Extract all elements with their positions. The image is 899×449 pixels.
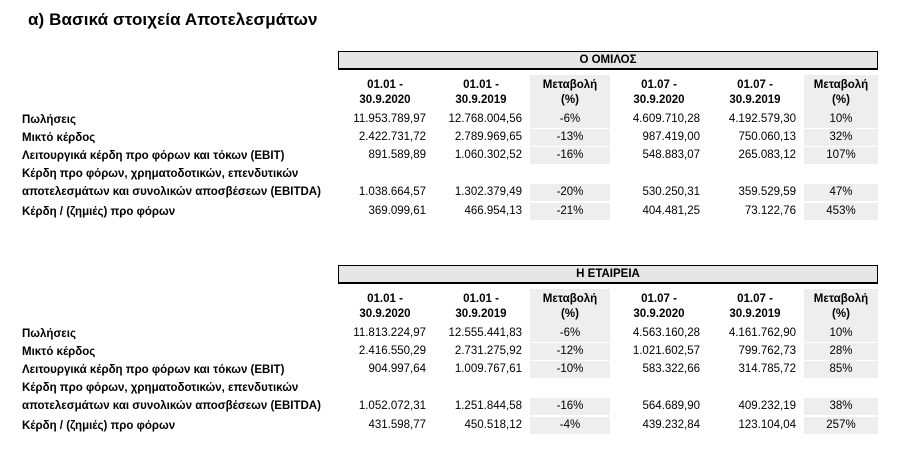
table-cell: -4% xyxy=(530,417,610,434)
table-row xyxy=(22,129,878,146)
column-header xyxy=(612,289,706,325)
table-cell: 123.104,04 xyxy=(738,419,796,431)
column-header-line: 30.9.2020 xyxy=(633,94,685,106)
row-label-line: Πωλήσεις xyxy=(22,114,76,126)
column-header xyxy=(530,289,610,325)
table-cell: 257% xyxy=(804,417,878,434)
table-row xyxy=(22,325,878,342)
table-cell: 453% xyxy=(804,203,878,220)
table-row xyxy=(22,361,878,378)
row-label-line: Κέρδη προ φόρων, χρηματοδοτικών, επενδυτικών xyxy=(22,168,299,180)
column-header-line: 30.9.2020 xyxy=(359,94,411,106)
table-cell: 10% xyxy=(804,325,878,342)
table-row xyxy=(22,379,878,415)
column-header-line: 01.01 - xyxy=(463,293,499,305)
table-cell: 2.422.731,72 xyxy=(358,131,426,143)
table-cell: 4.563.160,28 xyxy=(632,327,700,339)
table-row xyxy=(22,343,878,360)
column-header xyxy=(338,75,432,111)
column-header-line: 01.07 - xyxy=(641,79,677,91)
title-underline xyxy=(338,68,878,70)
row-label-line: Πωλήσεις xyxy=(22,328,76,340)
column-header-line: Μεταβολή xyxy=(542,293,598,305)
table-cell: 1.060.302,52 xyxy=(454,149,522,161)
table-cell: 314.785,72 xyxy=(738,363,796,375)
table-row xyxy=(22,165,878,201)
column-header-line: 30.9.2019 xyxy=(729,94,781,106)
table-cell: 2.731.275,92 xyxy=(454,345,522,357)
row-label-line: Λειτουργικά κέρδη προ φόρων και τόκων (EBIT) xyxy=(22,364,285,376)
row-label xyxy=(22,325,332,343)
table-cell: 12.555.441,83 xyxy=(448,327,522,339)
table-cell: -16% xyxy=(530,147,610,164)
row-label-line: Μικτό κέρδος xyxy=(22,346,96,358)
table-cell: 431.598,77 xyxy=(368,419,426,431)
table-cell: 107% xyxy=(804,147,878,164)
column-header-line: 01.01 - xyxy=(463,79,499,91)
table-row xyxy=(22,147,878,164)
column-header-line: 30.9.2019 xyxy=(455,308,507,320)
table-cell: 1.052.072,31 xyxy=(358,400,426,412)
table-cell: 450.518,12 xyxy=(464,419,522,431)
row-label xyxy=(22,343,332,361)
row-label xyxy=(22,111,332,129)
column-header-line: 01.01 - xyxy=(367,293,403,305)
table-row xyxy=(22,111,878,128)
row-label-line: αποτελεσμάτων και συνολικών αποσβέσεων (EBITDA) xyxy=(22,400,321,412)
table-cell: -13% xyxy=(530,129,610,146)
column-header-line: 01.07 - xyxy=(737,293,773,305)
row-label xyxy=(22,417,332,435)
row-label-line: Λειτουργικά κέρδη προ φόρων και τόκων (EBIT) xyxy=(22,150,285,162)
row-label-line: Κέρδη / (ζημιές) προ φόρων xyxy=(22,206,176,218)
table-row xyxy=(22,417,878,434)
table-cell: 265.083,12 xyxy=(738,149,796,161)
table-cell: -6% xyxy=(530,325,610,342)
table-cell: -12% xyxy=(530,343,610,360)
column-header xyxy=(612,75,706,111)
table-cell: 904.997,64 xyxy=(368,363,426,375)
table-cell: -16% xyxy=(530,398,610,415)
column-header xyxy=(708,289,802,325)
company-results-table xyxy=(22,265,878,437)
column-header-line: 30.9.2019 xyxy=(455,94,507,106)
column-header xyxy=(338,289,432,325)
table-cell: 564.689,90 xyxy=(642,400,700,412)
table-cell: 891.589,89 xyxy=(368,149,426,161)
table-cell: 2.789.969,65 xyxy=(454,131,522,143)
table-cell: 32% xyxy=(804,129,878,146)
section-heading: α) Βασικά στοιχεία Αποτελεσμάτων xyxy=(28,10,318,29)
table-cell: -21% xyxy=(530,203,610,220)
table-cell: 4.161.762,90 xyxy=(728,327,796,339)
table-cell: 1.251.844,58 xyxy=(454,400,522,412)
table-cell: -10% xyxy=(530,361,610,378)
table-cell: 530.250,31 xyxy=(642,186,700,198)
table-cell: 47% xyxy=(804,184,878,201)
row-label-line: Κέρδη προ φόρων, χρηματοδοτικών, επενδυτικών xyxy=(22,382,299,394)
table-cell: 1.021.602,57 xyxy=(632,345,700,357)
table-title: Ο ΟΜΙΛΟΣ xyxy=(338,51,878,68)
column-header xyxy=(434,75,528,111)
table-cell: 28% xyxy=(804,343,878,360)
table-grid xyxy=(22,51,878,223)
table-cell: 85% xyxy=(804,361,878,378)
column-header-line: Μεταβολή xyxy=(813,79,869,91)
table-cell: 10% xyxy=(804,111,878,128)
table-cell: 4.192.579,30 xyxy=(728,113,796,125)
column-header-line: 01.07 - xyxy=(737,79,773,91)
table-row xyxy=(22,203,878,220)
table-cell: 38% xyxy=(804,398,878,415)
row-label xyxy=(22,203,332,221)
table-cell: 11.813.224,97 xyxy=(353,327,426,339)
table-cell: 466.954,13 xyxy=(464,205,522,217)
table-cell: 548.883,07 xyxy=(642,149,700,161)
table-grid xyxy=(22,265,878,437)
column-header xyxy=(804,289,878,325)
table-cell: 2.416.550,29 xyxy=(358,345,426,357)
column-header-line: Μεταβολή xyxy=(542,79,598,91)
table-cell: 359.529,59 xyxy=(738,186,796,198)
column-header xyxy=(804,75,878,111)
table-cell: 799.762,73 xyxy=(738,345,796,357)
row-label-line: αποτελεσμάτων και συνολικών αποσβέσεων (EBITDA) xyxy=(22,186,321,198)
column-header xyxy=(434,289,528,325)
table-cell: 11.953.789,97 xyxy=(353,113,426,125)
table-cell: 4.609.710,28 xyxy=(632,113,700,125)
table-cell: 583.322,66 xyxy=(642,363,700,375)
table-cell: 12.768.004,56 xyxy=(448,113,522,125)
column-header-line: 01.01 - xyxy=(367,79,403,91)
table-cell: 1.009.767,61 xyxy=(454,363,522,375)
table-cell: 404.481,25 xyxy=(642,205,700,217)
column-header-line: (%) xyxy=(561,94,579,106)
column-header-line: (%) xyxy=(832,308,850,320)
column-header-line: (%) xyxy=(832,94,850,106)
row-label-line: Μικτό κέρδος xyxy=(22,132,96,144)
table-cell: 750.060,13 xyxy=(738,131,796,143)
column-header-line: (%) xyxy=(561,308,579,320)
column-header-line: 30.9.2020 xyxy=(359,308,411,320)
table-cell: 439.232,84 xyxy=(642,419,700,431)
table-cell: -6% xyxy=(530,111,610,128)
column-header-line: Μεταβολή xyxy=(813,293,869,305)
row-label xyxy=(22,129,332,147)
row-label xyxy=(22,147,332,165)
table-title: Η ΕΤΑΙΡΕΙΑ xyxy=(338,265,878,282)
row-label xyxy=(22,379,332,415)
table-cell: 73.122,76 xyxy=(744,205,796,217)
table-cell: -20% xyxy=(530,184,610,201)
row-label xyxy=(22,165,332,201)
column-header xyxy=(530,75,610,111)
title-underline xyxy=(338,282,878,284)
column-header-line: 01.07 - xyxy=(641,293,677,305)
row-label-line: Κέρδη / (ζημιές) προ φόρων xyxy=(22,420,176,432)
table-cell: 1.302.379,49 xyxy=(454,186,522,198)
row-label xyxy=(22,361,332,379)
column-header-line: 30.9.2020 xyxy=(633,308,685,320)
table-cell: 369.099,61 xyxy=(368,205,426,217)
column-header xyxy=(708,75,802,111)
table-cell: 1.038.664,57 xyxy=(358,186,426,198)
table-cell: 987.419,00 xyxy=(642,131,700,143)
column-header-line: 30.9.2019 xyxy=(729,308,781,320)
table-cell: 409.232,19 xyxy=(738,400,796,412)
group-results-table xyxy=(22,51,878,223)
